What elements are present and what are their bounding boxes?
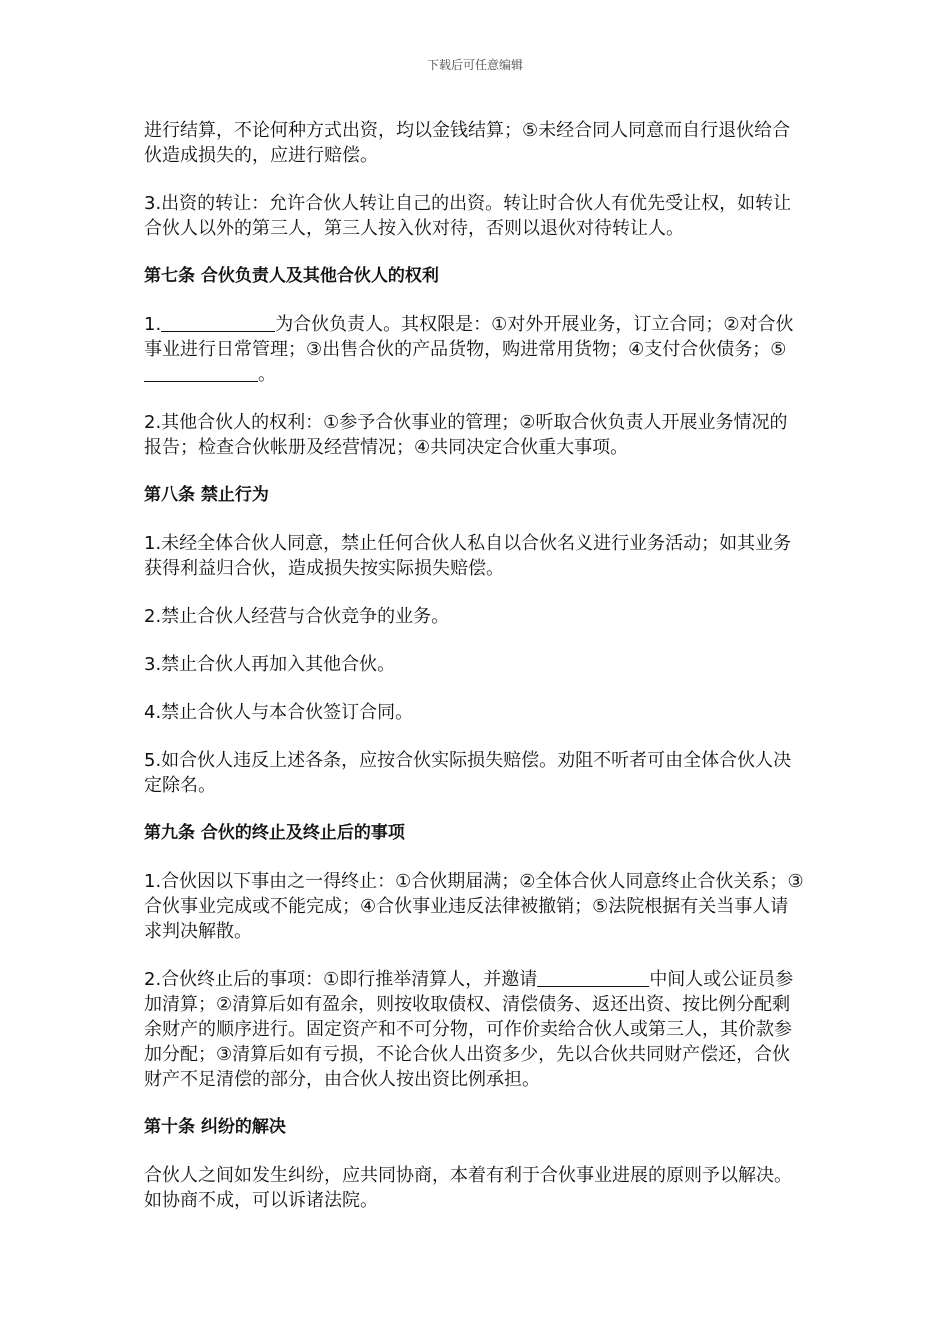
article-8-heading: 第八条 禁止行为 xyxy=(144,485,269,505)
article-7-item-2: 2.其他合伙人的权利：①参予合伙事业的管理；②听取合伙负责人开展业务情况的报告；检查合伙帐册及经营情况；④共同决定合伙重大事项。 xyxy=(144,412,788,458)
paragraph-capital-transfer: 3.出资的转让：允许合伙人转让自己的出资。转让时合伙人有优先受让权，如转让合伙人以外的第三人，第三人按入伙对待，否则以退伙对待转让人。 xyxy=(144,193,792,239)
article-8-item-3: 3.禁止合伙人再加入其他合伙。 xyxy=(144,654,396,675)
blank-line xyxy=(161,313,275,332)
article-9-item-2 xyxy=(144,967,804,1092)
article-10-heading: 第十条 纠纷的解决 xyxy=(144,1117,286,1137)
article-9-item-2-text: 中间人或公证员参加清算；②清算后如有盈余，则按收取债权、清偿债务、返还出资、按比例分配剩余财产的顺序进行。固定资产和不可分物，可作价卖给合伙人或第三人，其价款参加分配；③清算后如有亏损，不论合伙人出资多少，先以合伙共同财产偿还，合伙财产不足清偿的部分，由合伙人按出资比例承担。 xyxy=(144,969,794,1090)
blank-line xyxy=(537,968,649,987)
article-7-heading: 第七条 合伙负责人及其他合伙人的权利 xyxy=(144,266,439,286)
article-7-item-1-text: 为合伙负责人。其权限是：①对外开展业务，订立合同；②对合伙事业进行日常管理；③出售合伙的产品货物，购进常用货物；④支付合伙债务；⑤ xyxy=(144,314,794,360)
article-7-item-1 xyxy=(144,312,804,387)
article-7-item-1-end: 。 xyxy=(258,364,276,385)
paragraph-settlement: 进行结算，不论何种方式出资，均以金钱结算；⑤未经合同人同意而自行退伙给合伙造成损失的，应进行赔偿。 xyxy=(144,120,791,166)
article-8-item-4: 4.禁止合伙人与本合伙签订合同。 xyxy=(144,702,414,723)
article-8-item-1: 1.未经全体合伙人同意，禁止任何合伙人私自以合伙名义进行业务活动；如其业务获得利益归合伙，造成损失按实际损失赔偿。 xyxy=(144,533,792,579)
article-9-heading: 第九条 合伙的终止及终止后的事项 xyxy=(144,823,405,843)
article-10-text: 合伙人之间如发生纠纷，应共同协商，本着有利于合伙事业进展的原则予以解决。如协商不成，可以诉诸法院。 xyxy=(144,1165,792,1211)
article-8-item-5: 5.如合伙人违反上述各条，应按合伙实际损失赔偿。劝阻不听者可由全体合伙人决定除名。 xyxy=(144,750,792,796)
article-9-item-1: 1.合伙因以下事由之一得终止：①合伙期届满；②全体合伙人同意终止合伙关系；③合伙事业完成或不能完成；④合伙事业违反法律被撤销；⑤法院根据有关当事人请求判决解散。 xyxy=(144,871,804,942)
blank-line xyxy=(144,363,258,382)
article-8-item-2: 2.禁止合伙人经营与合伙竞争的业务。 xyxy=(144,606,450,627)
article-9-item-2-prefix: 2.合伙终止后的事项：①即行推举清算人，并邀请 xyxy=(144,969,538,990)
page-header: 下载后可任意编辑 xyxy=(426,58,523,72)
article-7-item-1-prefix: 1. xyxy=(144,314,162,335)
document-body xyxy=(144,118,804,1236)
